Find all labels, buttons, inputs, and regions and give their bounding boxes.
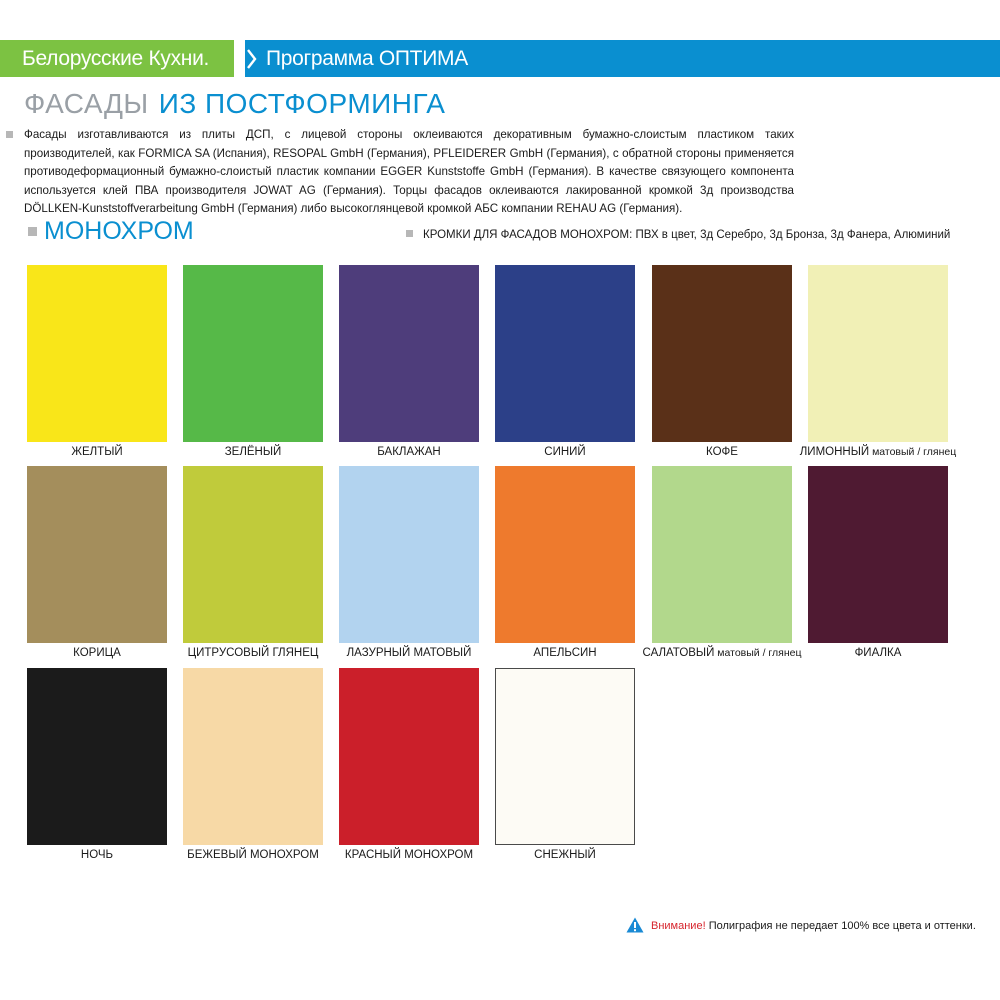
color-swatch (27, 466, 167, 643)
color-swatch (27, 668, 167, 845)
color-swatch (652, 466, 792, 643)
bullet-square-icon (6, 131, 13, 138)
color-swatch-label (17, 446, 177, 458)
section-title (24, 217, 194, 246)
color-swatch (183, 466, 323, 643)
color-swatch-label (329, 849, 489, 861)
program-label: Программа ОПТИМА (234, 40, 1000, 77)
page-title-part2: ИЗ ПОСТФОРМИНГА (158, 88, 446, 119)
bullet-square-icon (28, 227, 37, 236)
edges-note-text: КРОМКИ ДЛЯ ФАСАДОВ МОНОХРОМ: ПВХ в цвет, 3д Серебро, 3д Бронза, 3д Фанера, Алюминий (423, 229, 951, 241)
swatch-name: АПЕЛЬСИН (533, 647, 597, 659)
brand-label: Белорусские Кухни. (0, 40, 234, 77)
swatch-name: НОЧЬ (80, 849, 114, 861)
color-swatch-label (485, 647, 645, 659)
swatch-name: СИНИЙ (544, 446, 586, 458)
page-title-part1: ФАСАДЫ (24, 88, 149, 119)
color-swatch-label (642, 647, 802, 659)
color-swatch (495, 466, 635, 643)
color-swatch-label (329, 647, 489, 659)
color-swatch (183, 668, 323, 845)
swatch-name: ЛИМОННЫЙ (799, 446, 870, 458)
swatch-name: ФИАЛКА (854, 647, 902, 659)
color-swatch-label (485, 446, 645, 458)
color-notice (626, 917, 976, 933)
swatch-name: ЗЕЛЁНЫЙ (224, 446, 282, 458)
color-swatch (495, 668, 635, 845)
color-swatch-label (17, 849, 177, 861)
swatch-name: КОФЕ (706, 446, 738, 458)
color-swatch-label (485, 849, 645, 861)
color-swatch (339, 466, 479, 643)
swatch-name: ЛАЗУРНЫЙ МАТОВЫЙ (346, 647, 472, 659)
swatch-finish: матовый / глянец (869, 446, 957, 458)
swatch-finish: матовый / глянец (714, 647, 802, 659)
swatch-name: БЕЖЕВЫЙ МОНОХРОМ (187, 849, 319, 861)
color-swatch-label (173, 647, 333, 659)
color-swatch (495, 265, 635, 442)
color-swatch-label (17, 647, 177, 659)
swatch-name: КОРИЦА (73, 647, 121, 659)
color-swatch (808, 265, 948, 442)
section-title-text: МОНОХРОМ (44, 217, 194, 245)
swatch-name: СНЕЖНЫЙ (534, 849, 596, 861)
edges-note (406, 229, 950, 241)
color-swatch-label (642, 446, 802, 458)
color-swatch (27, 265, 167, 442)
color-swatch-label (798, 446, 958, 458)
color-swatch-label (798, 647, 958, 659)
swatch-name: САЛАТОВЫЙ (642, 647, 715, 659)
page-title (24, 88, 445, 120)
header-banner (0, 40, 1000, 77)
color-swatch (339, 265, 479, 442)
color-swatch (652, 265, 792, 442)
swatch-name: БАКЛАЖАН (377, 446, 441, 458)
chevron-right-icon (247, 49, 257, 69)
bullet-square-icon (406, 230, 413, 237)
swatch-name: ЦИТРУСОВЫЙ ГЛЯНЕЦ (187, 647, 319, 659)
description-text: Фасады изготавливаются из плиты ДСП, с лицевой стороны оклеиваются декоративным бумажно-слоистым пластиком таких производителей, как FORMICA SA (Испания), RESOPAL GmbH (Германия), PFLEIDERER GmbH (Германия), с обратной стороны применяется противодеформационный бумажно-слоистый пластик компании EGGER Kunststoffe GmbH (Германия). В качестве связующего компонента используется клей ПВА производителя JOWAT AG (Германия). Торцы фасадов оклеиваются лакированной кромкой 3д производства DÖLLKEN-Kunststoffverarbeitung GmbH (Германия) либо высокоглянцевой кромкой АБС компании REHAU AG (Германия). (24, 128, 794, 215)
banner-separator (234, 40, 245, 77)
notice-text: Полиграфия не передает 100% все цвета и оттенки. (708, 920, 976, 932)
warning-triangle-icon (626, 917, 644, 933)
color-swatch (183, 265, 323, 442)
color-swatch-label (329, 446, 489, 458)
color-swatch-label (173, 849, 333, 861)
swatch-name: ЖЕЛТЫЙ (71, 446, 123, 458)
color-swatch (339, 668, 479, 845)
color-swatch-label (173, 446, 333, 458)
notice-warning: Внимание! (651, 920, 706, 932)
color-swatch (808, 466, 948, 643)
swatch-name: КРАСНЫЙ МОНОХРОМ (344, 849, 474, 861)
description (24, 126, 794, 219)
